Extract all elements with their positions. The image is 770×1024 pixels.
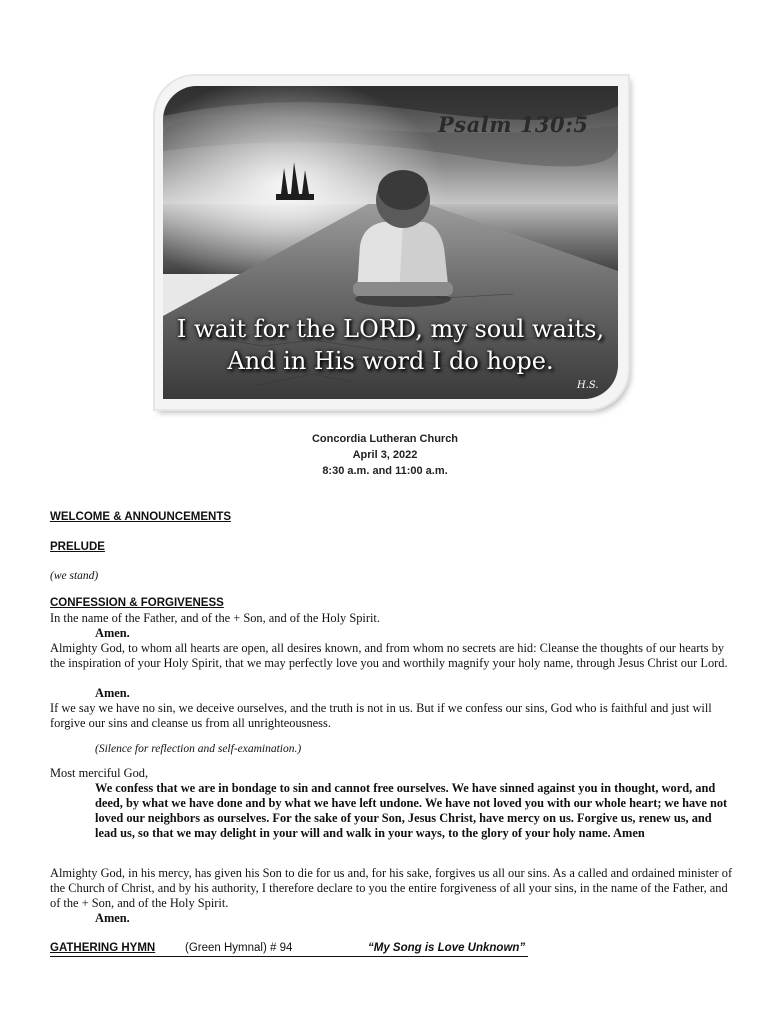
we-stand-rubric: (we stand) xyxy=(50,570,99,582)
hero-verse-line-1: I wait for the LORD, my soul waits, xyxy=(176,315,605,343)
silence-rubric: (Silence for reflection and self-examination.) xyxy=(95,743,302,755)
hymn-underline xyxy=(50,956,528,957)
hymn-title: “My Song is Love Unknown” xyxy=(368,942,526,954)
psalm-reference: Psalm 130:5 xyxy=(438,112,589,137)
hymn-number: (Green Hymnal) # 94 xyxy=(185,942,293,954)
service-date: April 3, 2022 xyxy=(352,449,418,461)
absolution-text: Almighty God, in his mercy, has given his Son to die for us and, for his sake, forgives us all our sins. As a called and ordained minister of the Church of Christ, and by his authority, I therefore declare to you the entire forgiveness of all your sins, in the name of the Father, and of the + Son, and of the Holy Spirit. xyxy=(50,866,733,910)
hero-signature: H.S. xyxy=(577,380,599,391)
confession-prayer: We confess that we are in bondage to sin and cannot free ourselves. We have sinned against you in thought, word, and deed, by what we have done and by what we have left undone. We have not loved you with our whole heart; we have not loved our neighbors as ourselves. For the sake of your Son, Jesus Christ, have mercy on us. Forgive us, renew us, and lead us, so that we may delight in your will and walk in your ways, to the glory of your holy name. Amen xyxy=(95,781,728,840)
hero-verse-line-2: And in His word I do hope. xyxy=(227,347,554,375)
collect-text: Almighty God, to whom all hearts are open, all desires known, and from whom no secrets are hid: Cleanse the thoughts of our hearts by the inspiration of your Holy Spirit, that we may perfectly love you and worthily magnify your holy name, through Jesus Christ our Lord. xyxy=(50,641,728,670)
amen-response: Amen. xyxy=(95,911,130,925)
most-merciful-text: Most merciful God, xyxy=(50,766,149,780)
welcome-heading: WELCOME & ANNOUNCEMENTS xyxy=(50,511,232,523)
confession-heading: CONFESSION & FORGIVENESS xyxy=(50,597,224,609)
prelude-heading: PRELUDE xyxy=(50,541,105,553)
amen-response: Amen. xyxy=(95,626,130,640)
if-we-say-text: If we say we have no sin, we deceive ourselves, and the truth is not in us. But if we confess our sins, God who is faithful and just will forgive our sins and cleanse us from all unrighteousness. xyxy=(50,701,712,730)
service-times: 8:30 a.m. and 11:00 a.m. xyxy=(322,465,448,477)
invocation-text: In the name of the Father, and of the + Son, and of the Holy Spirit. xyxy=(50,611,380,625)
amen-response: Amen. xyxy=(95,686,130,700)
church-name: Concordia Lutheran Church xyxy=(311,433,459,445)
gathering-hymn-heading: GATHERING HYMN xyxy=(50,942,156,954)
